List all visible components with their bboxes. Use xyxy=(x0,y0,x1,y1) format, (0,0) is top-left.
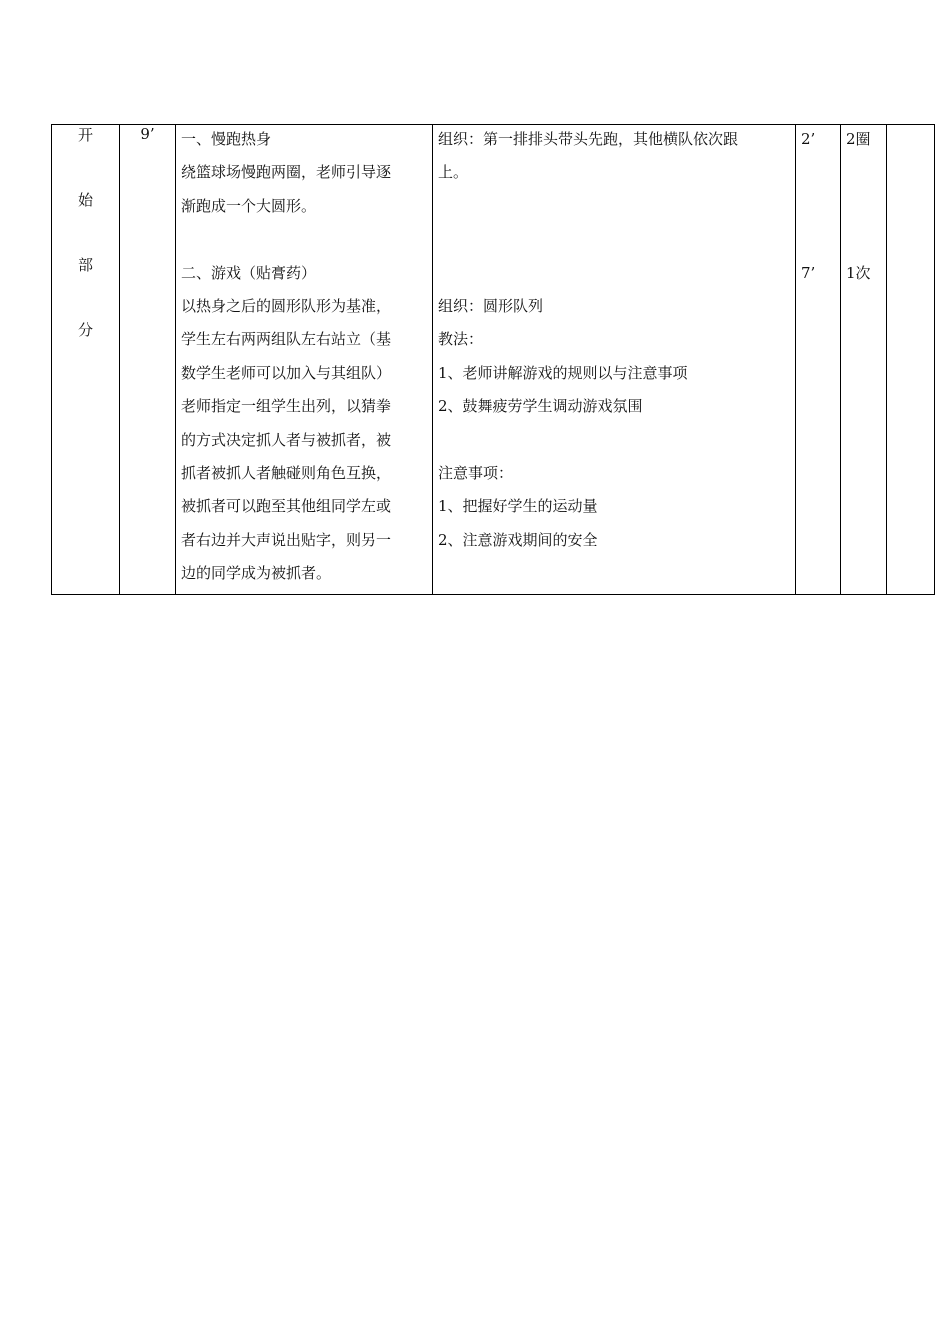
section-char: 部 xyxy=(77,256,93,274)
content-line: 抓者被抓人者触碰则角色互换， xyxy=(181,463,392,482)
time-line xyxy=(801,227,840,260)
section-char: 分 xyxy=(77,321,93,339)
time-line xyxy=(801,160,840,193)
section-char: 始 xyxy=(77,191,93,209)
content-line: 以热身之后的圆形队形为基准， xyxy=(181,296,392,315)
lesson-plan-table-wrapper xyxy=(51,124,934,584)
method-line: 组织：圆形队列 xyxy=(438,296,544,315)
method-line: 上。 xyxy=(438,163,469,182)
content-line: 老师指定一组学生出列，以猜拳 xyxy=(181,397,392,416)
method-line: 2、鼓舞疲劳学生调动游戏氛围 xyxy=(438,397,643,416)
content-line: 边的同学成为被抓者。 xyxy=(181,564,332,583)
method-line xyxy=(438,261,795,294)
time-line: 7’ xyxy=(801,263,816,282)
amount-line xyxy=(846,160,886,193)
amount-cell xyxy=(841,125,887,595)
amount-line xyxy=(846,194,886,227)
method-cell xyxy=(433,125,796,595)
section-time-cell xyxy=(120,125,176,595)
section-name-cell xyxy=(52,125,120,595)
method-line xyxy=(438,194,795,227)
content-line: 学生左右两两组队左右站立（基 xyxy=(181,330,392,349)
method-line: 教法： xyxy=(438,330,484,349)
content-line: 二、游戏（贴膏药） xyxy=(181,263,317,282)
time-cell xyxy=(796,125,841,595)
section-total-time: 9’ xyxy=(140,125,155,143)
method-line xyxy=(438,428,795,461)
amount-line: 1次 xyxy=(846,263,871,282)
time-line xyxy=(801,194,840,227)
section-char: 开 xyxy=(77,126,93,144)
method-line xyxy=(438,227,795,260)
content-cell xyxy=(176,125,433,595)
method-line: 2、注意游戏期间的安全 xyxy=(438,530,598,549)
content-line: 绕篮球场慢跑两圈，老师引导逐 xyxy=(181,163,392,182)
content-line: 的方式决定抓人者与被抓者，被 xyxy=(181,430,392,449)
content-line: 数学生老师可以加入与其组队） xyxy=(181,363,392,382)
content-line: 者右边并大声说出贴字，则另一 xyxy=(181,530,392,549)
amount-line xyxy=(846,227,886,260)
method-line: 组织：第一排排头带头先跑，其他横队依次跟 xyxy=(438,130,739,148)
content-line: 一、慢跑热身 xyxy=(181,130,272,148)
empty-cell xyxy=(887,125,935,595)
lesson-plan-table xyxy=(51,124,935,595)
content-line xyxy=(181,227,432,260)
time-line: 2’ xyxy=(801,130,816,148)
amount-line: 2圈 xyxy=(846,130,871,148)
method-line: 注意事项： xyxy=(438,463,514,482)
table-row xyxy=(52,125,935,595)
method-line: 1、老师讲解游戏的规则以与注意事项 xyxy=(438,363,688,382)
content-line: 渐跑成一个大圆形。 xyxy=(181,196,317,215)
method-line: 1、把握好学生的运动量 xyxy=(438,497,598,516)
method-line xyxy=(438,561,795,594)
content-line: 被抓者可以跑至其他组同学左或 xyxy=(181,497,392,516)
